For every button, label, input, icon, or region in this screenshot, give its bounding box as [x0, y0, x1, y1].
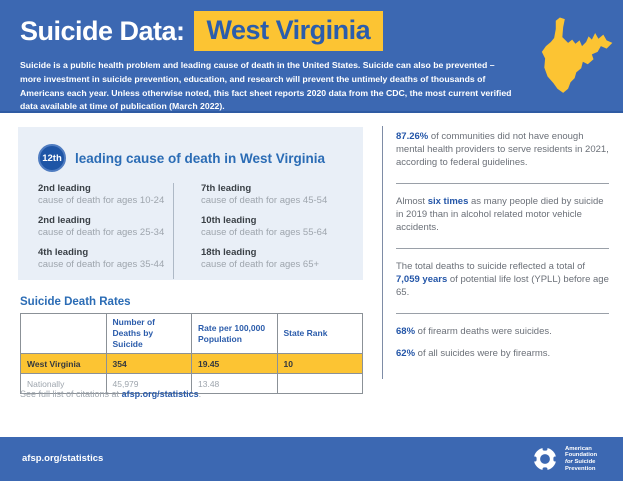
- cause-rank: 7th leading: [201, 183, 252, 194]
- col-header-deaths: Number of Deaths by Suicide: [106, 314, 192, 354]
- rank-badge: 12th: [38, 144, 66, 172]
- header: [0, 0, 623, 113]
- fact-ypll: The total deaths to suicide reflected a total of 7,059 years of potential life lost (YPLL) before age 65.: [396, 261, 609, 298]
- cause-item: [38, 215, 173, 239]
- state-name-badge: West Virginia: [194, 11, 384, 51]
- afsp-logo: [531, 445, 597, 473]
- col-header-rate: Rate per 100,000 Population: [192, 314, 278, 354]
- fact-highlight: six times: [427, 196, 469, 207]
- cause-rank: 2nd leading: [38, 183, 91, 194]
- table-row-west-virginia: [21, 354, 363, 374]
- citation-prefix: See full list of citations at: [20, 389, 122, 399]
- cell-state-rate: 19.45: [192, 354, 278, 374]
- west-virginia-state-icon: [532, 6, 614, 106]
- facts-sidebar: [396, 130, 609, 360]
- cause-caption: cause of death for ages 10-24: [38, 195, 165, 206]
- cell-state-rank: 10: [277, 354, 363, 374]
- death-rates-heading: Suicide Death Rates: [20, 296, 131, 308]
- footer-statistics-link[interactable]: afsp.org/statistics: [22, 453, 104, 464]
- title-row: [20, 11, 383, 51]
- cause-rank: 18th leading: [201, 247, 257, 258]
- cause-caption: cause of death for ages 65+: [201, 259, 320, 270]
- cause-rank: 4th leading: [38, 247, 89, 258]
- citation-line: [20, 389, 201, 399]
- cell-state-label: West Virginia: [21, 354, 107, 374]
- cause-item: [38, 183, 173, 207]
- cause-caption: cause of death for ages 35-44: [38, 259, 165, 270]
- cause-caption: cause of death for ages 25-34: [38, 227, 165, 238]
- cell-state-deaths: 354: [106, 354, 192, 374]
- cause-columns: [38, 183, 351, 279]
- fact-highlight: 87.26%: [396, 131, 429, 142]
- table-header-row: [21, 314, 363, 354]
- cause-item: [201, 183, 351, 207]
- citation-suffix: .: [198, 389, 202, 399]
- logo-line: American: [565, 445, 592, 452]
- afsp-logo-text: [565, 446, 597, 472]
- cause-item: [201, 215, 351, 239]
- leading-cause-heading: leading cause of death in West Virginia: [75, 151, 326, 166]
- sidebar-divider: [382, 126, 383, 379]
- cause-column-right: [174, 183, 351, 279]
- leading-cause-panel: [18, 127, 363, 280]
- col-header-rank: State Rank: [277, 314, 363, 354]
- fact-separator: [396, 313, 609, 314]
- fact-separator: [396, 248, 609, 249]
- lifebuoy-icon: [531, 445, 559, 473]
- cell-national-label: Nationally: [21, 374, 107, 394]
- citations-link[interactable]: afsp.org/statistics: [121, 389, 199, 399]
- footer: [0, 437, 623, 481]
- fact-alcohol-accidents: Almost six times as many people died by suicide in 2019 than in alcohol related motor vehicle accidents.: [396, 196, 604, 233]
- fact-firearm-deaths: 68% of firearm deaths were suicides.: [396, 326, 552, 337]
- cell-national-rate: 13.48: [192, 374, 278, 394]
- cause-item: [201, 247, 351, 271]
- fact-suicides-by-firearm: 62% of all suicides were by firearms.: [396, 348, 551, 359]
- fact-separator: [396, 183, 609, 184]
- logo-line: Foundation: [565, 452, 598, 459]
- cell-national-rank: [277, 374, 363, 394]
- fact-highlight: 7,059 years: [396, 274, 448, 285]
- cause-rank: 2nd leading: [38, 215, 91, 226]
- cause-item: [38, 247, 173, 271]
- logo-line: Prevention: [565, 465, 596, 472]
- logo-line: for Suicide: [565, 459, 596, 465]
- cause-rank: 10th leading: [201, 215, 257, 226]
- death-rates-table: [20, 313, 363, 394]
- fact-mental-health-providers: 87.26% of communities did not have enough mental health providers to serve residents in 2021, according to federal guidelines.: [396, 131, 609, 168]
- col-header-empty: [21, 314, 107, 354]
- cause-caption: cause of death for ages 45-54: [201, 195, 328, 206]
- fact-highlight: 62%: [396, 348, 416, 359]
- cell-national-deaths: 45,979: [106, 374, 192, 394]
- cause-column-left: [38, 183, 173, 279]
- fact-highlight: 68%: [396, 326, 416, 337]
- page-title: Suicide Data:: [20, 15, 185, 46]
- cause-caption: cause of death for ages 55-64: [201, 227, 328, 238]
- intro-paragraph: Suicide is a public health problem and leading cause of death in the United States. Suicide can also be prevented – more investment in suicide prevention, education, and research will prevent the untimely deaths of thousands of Americans each year. Unless otherwise noted, this fact sheet reports 2020 data from the CDC, the most current verified data available at time of publication (March 2022).: [20, 60, 512, 112]
